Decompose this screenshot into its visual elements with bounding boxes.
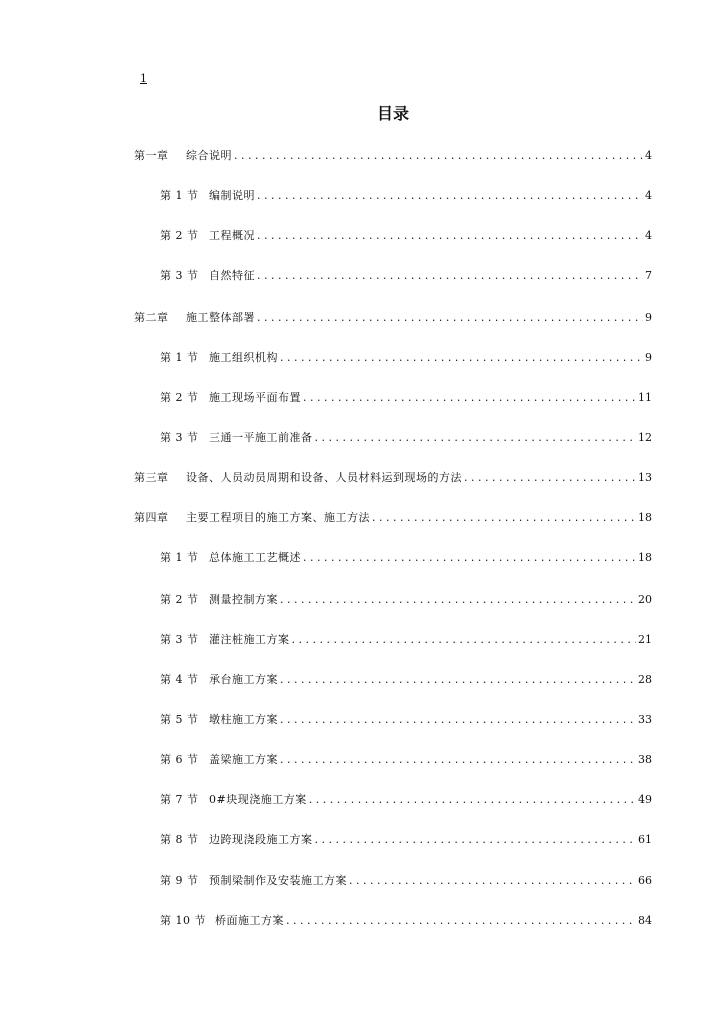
toc-leader-dots bbox=[464, 470, 636, 486]
toc-entry-page: 9 bbox=[645, 351, 652, 364]
toc-leader-dots bbox=[234, 148, 643, 164]
toc-entry-label: 第 3 节 bbox=[160, 633, 199, 646]
toc-entry-text: 墩柱施工方案 bbox=[209, 713, 278, 726]
toc-leader-dots bbox=[315, 430, 637, 446]
toc-leader-dots bbox=[303, 390, 636, 406]
toc-entry-page: 12 bbox=[638, 431, 652, 444]
toc-entry-section[interactable] bbox=[160, 430, 652, 446]
toc-entry-section[interactable] bbox=[160, 752, 652, 768]
toc-entry-page: 61 bbox=[638, 833, 652, 846]
toc-entry-text: 编制说明 bbox=[209, 189, 255, 202]
toc-entry-label: 第 1 节 bbox=[160, 351, 199, 364]
toc-leader-dots bbox=[315, 832, 637, 848]
toc-leader-dots bbox=[280, 350, 643, 366]
toc-leader-dots bbox=[309, 792, 636, 808]
toc-entry-section[interactable] bbox=[160, 350, 652, 366]
toc-entry-text: 设备、人员动员周期和设备、人员材料运到现场的方法 bbox=[186, 471, 462, 484]
toc-entry-label: 第 1 节 bbox=[160, 551, 199, 564]
toc-entry-page: 4 bbox=[645, 149, 652, 162]
toc-leader-dots bbox=[257, 188, 643, 204]
toc-entry-label: 第 2 节 bbox=[160, 229, 199, 242]
toc-entry-page: 33 bbox=[638, 713, 652, 726]
toc-entry-page: 49 bbox=[638, 793, 652, 806]
toc-entry-chapter-3[interactable] bbox=[134, 470, 652, 486]
toc-entry-page: 28 bbox=[638, 673, 652, 686]
toc-entry-label: 第 9 节 bbox=[160, 874, 199, 887]
toc-entry-label: 第 3 节 bbox=[160, 269, 199, 282]
toc-leader-dots bbox=[280, 712, 636, 728]
toc-entry-section[interactable] bbox=[160, 672, 652, 688]
toc-entry-text: 盖梁施工方案 bbox=[209, 753, 278, 766]
toc-entry-page: 18 bbox=[638, 511, 652, 524]
toc-entry-label: 第二章 bbox=[134, 311, 169, 324]
toc-entry-page: 9 bbox=[645, 311, 652, 324]
toc-leader-dots bbox=[349, 873, 636, 889]
toc-entry-text: 边跨现浇段施工方案 bbox=[209, 833, 313, 846]
toc-entry-label: 第三章 bbox=[134, 471, 169, 484]
toc-entry-label: 第 6 节 bbox=[160, 753, 199, 766]
toc-entry-page: 38 bbox=[638, 753, 652, 766]
toc-entry-section[interactable] bbox=[160, 550, 652, 566]
toc-entry-label: 第 3 节 bbox=[160, 431, 199, 444]
toc-leader-dots bbox=[257, 268, 643, 284]
toc-entry-label: 第 4 节 bbox=[160, 673, 199, 686]
toc-entry-section[interactable] bbox=[160, 832, 652, 848]
toc-entry-section[interactable] bbox=[160, 873, 652, 889]
toc-entry-label: 第 5 节 bbox=[160, 713, 199, 726]
toc-entry-page: 13 bbox=[638, 471, 652, 484]
toc-leader-dots bbox=[280, 592, 636, 608]
toc-leader-dots bbox=[280, 672, 636, 688]
toc-entry-text: 自然特征 bbox=[209, 269, 255, 282]
toc-entry-text: 灌注桩施工方案 bbox=[209, 633, 290, 646]
toc-entry-label: 第 2 节 bbox=[160, 391, 199, 404]
toc-entry-text: 预制梁制作及安装施工方案 bbox=[209, 874, 347, 887]
toc-entry-text: 工程概况 bbox=[209, 229, 255, 242]
page-number: 1 bbox=[140, 72, 147, 85]
toc-entry-section[interactable] bbox=[160, 390, 652, 406]
toc-entry-chapter-1[interactable] bbox=[134, 148, 652, 164]
toc-entry-section[interactable] bbox=[160, 792, 652, 808]
toc-entry-page: 66 bbox=[638, 874, 652, 887]
toc-leader-dots bbox=[280, 752, 636, 768]
toc-entry-text: 施工整体部署 bbox=[186, 311, 255, 324]
toc-leader-dots bbox=[257, 228, 643, 244]
toc-entry-label: 第 10 节 bbox=[160, 914, 206, 927]
toc-entry-label: 第四章 bbox=[134, 511, 169, 524]
toc-entry-label: 第一章 bbox=[134, 149, 169, 162]
toc-entry-section[interactable] bbox=[160, 228, 652, 244]
toc-entry-page: 7 bbox=[645, 269, 652, 282]
toc-entry-page: 4 bbox=[645, 229, 652, 242]
toc-entry-text: 综合说明 bbox=[186, 149, 232, 162]
toc-entry-section[interactable] bbox=[160, 632, 652, 648]
toc-entry-text: 测量控制方案 bbox=[209, 593, 278, 606]
toc-entry-label: 第 7 节 bbox=[160, 793, 199, 806]
toc-entry-text: 承台施工方案 bbox=[209, 673, 278, 686]
toc-leader-dots bbox=[372, 510, 636, 526]
toc-leader-dots bbox=[286, 913, 636, 929]
toc-entry-page: 21 bbox=[638, 633, 652, 646]
toc-entry-section[interactable] bbox=[160, 913, 652, 929]
toc-entry-text: 0#块现浇施工方案 bbox=[209, 793, 307, 806]
toc-entry-page: 4 bbox=[645, 189, 652, 202]
toc-title: 目录 bbox=[376, 104, 409, 123]
toc-entry-label: 第 2 节 bbox=[160, 593, 199, 606]
toc-entry-text: 施工现场平面布置 bbox=[209, 391, 301, 404]
toc-entry-section[interactable] bbox=[160, 712, 652, 728]
toc-entry-page: 18 bbox=[638, 551, 652, 564]
toc-entry-text: 施工组织机构 bbox=[209, 351, 278, 364]
toc-leader-dots bbox=[303, 550, 636, 566]
toc-entry-chapter-4[interactable] bbox=[134, 510, 652, 526]
toc-leader-dots bbox=[257, 310, 643, 326]
toc-entry-section[interactable] bbox=[160, 188, 652, 204]
toc-entry-page: 20 bbox=[638, 593, 652, 606]
toc-leader-dots bbox=[292, 632, 637, 648]
toc-entry-page: 84 bbox=[638, 914, 652, 927]
toc-entry-text: 桥面施工方案 bbox=[215, 914, 284, 927]
toc-entry-label: 第 8 节 bbox=[160, 833, 199, 846]
toc-entry-chapter-2[interactable] bbox=[134, 310, 652, 326]
toc-entry-text: 总体施工工艺概述 bbox=[209, 551, 301, 564]
toc-entry-section[interactable] bbox=[160, 268, 652, 284]
toc-entry-section[interactable] bbox=[160, 592, 652, 608]
toc-entry-label: 第 1 节 bbox=[160, 189, 199, 202]
toc-entry-text: 三通一平施工前准备 bbox=[209, 431, 313, 444]
toc-entry-text: 主要工程项目的施工方案、施工方法 bbox=[186, 511, 370, 524]
toc-entry-page: 11 bbox=[638, 391, 652, 404]
